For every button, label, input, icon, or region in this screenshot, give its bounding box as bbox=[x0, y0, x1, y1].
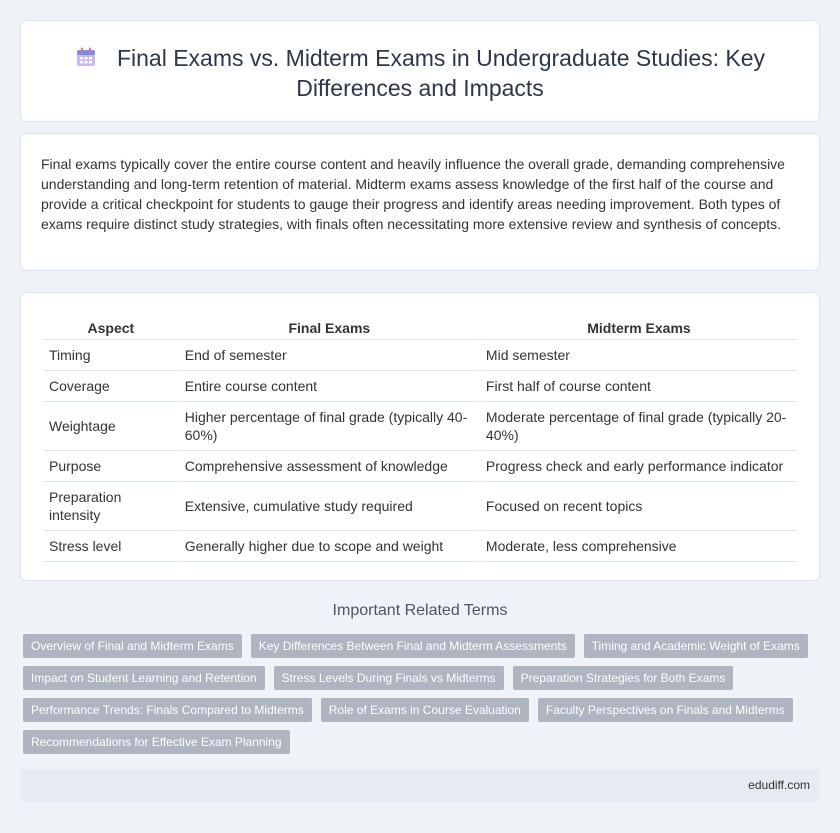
table-cell: First half of course content bbox=[481, 371, 797, 402]
related-terms-title: Important Related Terms bbox=[332, 602, 508, 619]
table-row bbox=[44, 451, 797, 482]
table-cell: Progress check and early performance indicator bbox=[481, 451, 797, 482]
related-term-tag[interactable]: Faculty Perspectives on Finals and Midterms bbox=[538, 698, 793, 722]
table-cell: Timing bbox=[44, 340, 178, 371]
footer bbox=[20, 769, 820, 802]
table-cell: Extensive, cumulative study required bbox=[180, 482, 479, 531]
table-cell: Coverage bbox=[44, 371, 178, 402]
page-title-wrap bbox=[61, 43, 779, 103]
table-cell: Higher percentage of final grade (typically 40-60%) bbox=[180, 402, 479, 451]
table-cell: Entire course content bbox=[180, 371, 479, 402]
table-row bbox=[44, 531, 797, 562]
table-cell: Moderate, less comprehensive bbox=[481, 531, 797, 562]
table-row bbox=[44, 482, 797, 531]
related-term-tag[interactable]: Stress Levels During Finals vs Midterms bbox=[274, 666, 504, 690]
page-title: Final Exams vs. Midterm Exams in Undergraduate Studies: Key Differences and Impacts bbox=[116, 45, 766, 101]
table-cell: Generally higher due to scope and weight bbox=[180, 531, 479, 562]
related-term-tag[interactable]: Performance Trends: Finals Compared to Midterms bbox=[23, 698, 312, 722]
table-cell: End of semester bbox=[180, 340, 479, 371]
table-row bbox=[44, 402, 797, 451]
related-terms-list bbox=[23, 634, 813, 754]
intro-paragraph: Final exams typically cover the entire course content and heavily influence the overall grade, demanding comprehensive understanding and long-term retention of material. Midterm exams assess knowledge of the first half of the course and provide a critical checkpoint for students to gauge their progress and identify areas needing improvement. Both types of exams require distinct study strategies, with finals often necessitating more extensive review and synthesis of concepts. bbox=[41, 156, 785, 232]
header-midterm-exams: Midterm Exams bbox=[481, 316, 797, 340]
header-card bbox=[20, 20, 820, 122]
header-aspect: Aspect bbox=[44, 316, 178, 340]
related-term-tag[interactable]: Timing and Academic Weight of Exams bbox=[584, 634, 808, 658]
related-term-tag[interactable]: Overview of Final and Midterm Exams bbox=[23, 634, 242, 658]
intro-card bbox=[20, 133, 820, 271]
table-cell: Stress level bbox=[44, 531, 178, 562]
table-cell: Focused on recent topics bbox=[481, 482, 797, 531]
related-term-tag[interactable]: Key Differences Between Final and Midterm Assessments bbox=[251, 634, 575, 658]
table-cell: Moderate percentage of final grade (typically 20-40%) bbox=[481, 402, 797, 451]
footer-site-link[interactable]: edudiff.com bbox=[748, 778, 810, 792]
related-term-tag[interactable]: Impact on Student Learning and Retention bbox=[23, 666, 265, 690]
related-term-tag[interactable]: Recommendations for Effective Exam Planning bbox=[23, 730, 290, 754]
table-cell: Comprehensive assessment of knowledge bbox=[180, 451, 479, 482]
table-cell: Purpose bbox=[44, 451, 178, 482]
table-cell: Weightage bbox=[44, 402, 178, 451]
comparison-table bbox=[42, 316, 799, 562]
related-term-tag[interactable]: Role of Exams in Course Evaluation bbox=[321, 698, 529, 722]
table-row bbox=[44, 371, 797, 402]
table-cell: Preparation intensity bbox=[44, 482, 178, 531]
related-term-tag[interactable]: Preparation Strategies for Both Exams bbox=[513, 666, 734, 690]
table-header-row bbox=[44, 316, 797, 340]
header bbox=[61, 43, 779, 103]
table-row bbox=[44, 340, 797, 371]
calendar-icon bbox=[75, 46, 97, 68]
comparison-table-card bbox=[20, 292, 820, 581]
header-final-exams: Final Exams bbox=[180, 316, 479, 340]
table-cell: Mid semester bbox=[481, 340, 797, 371]
